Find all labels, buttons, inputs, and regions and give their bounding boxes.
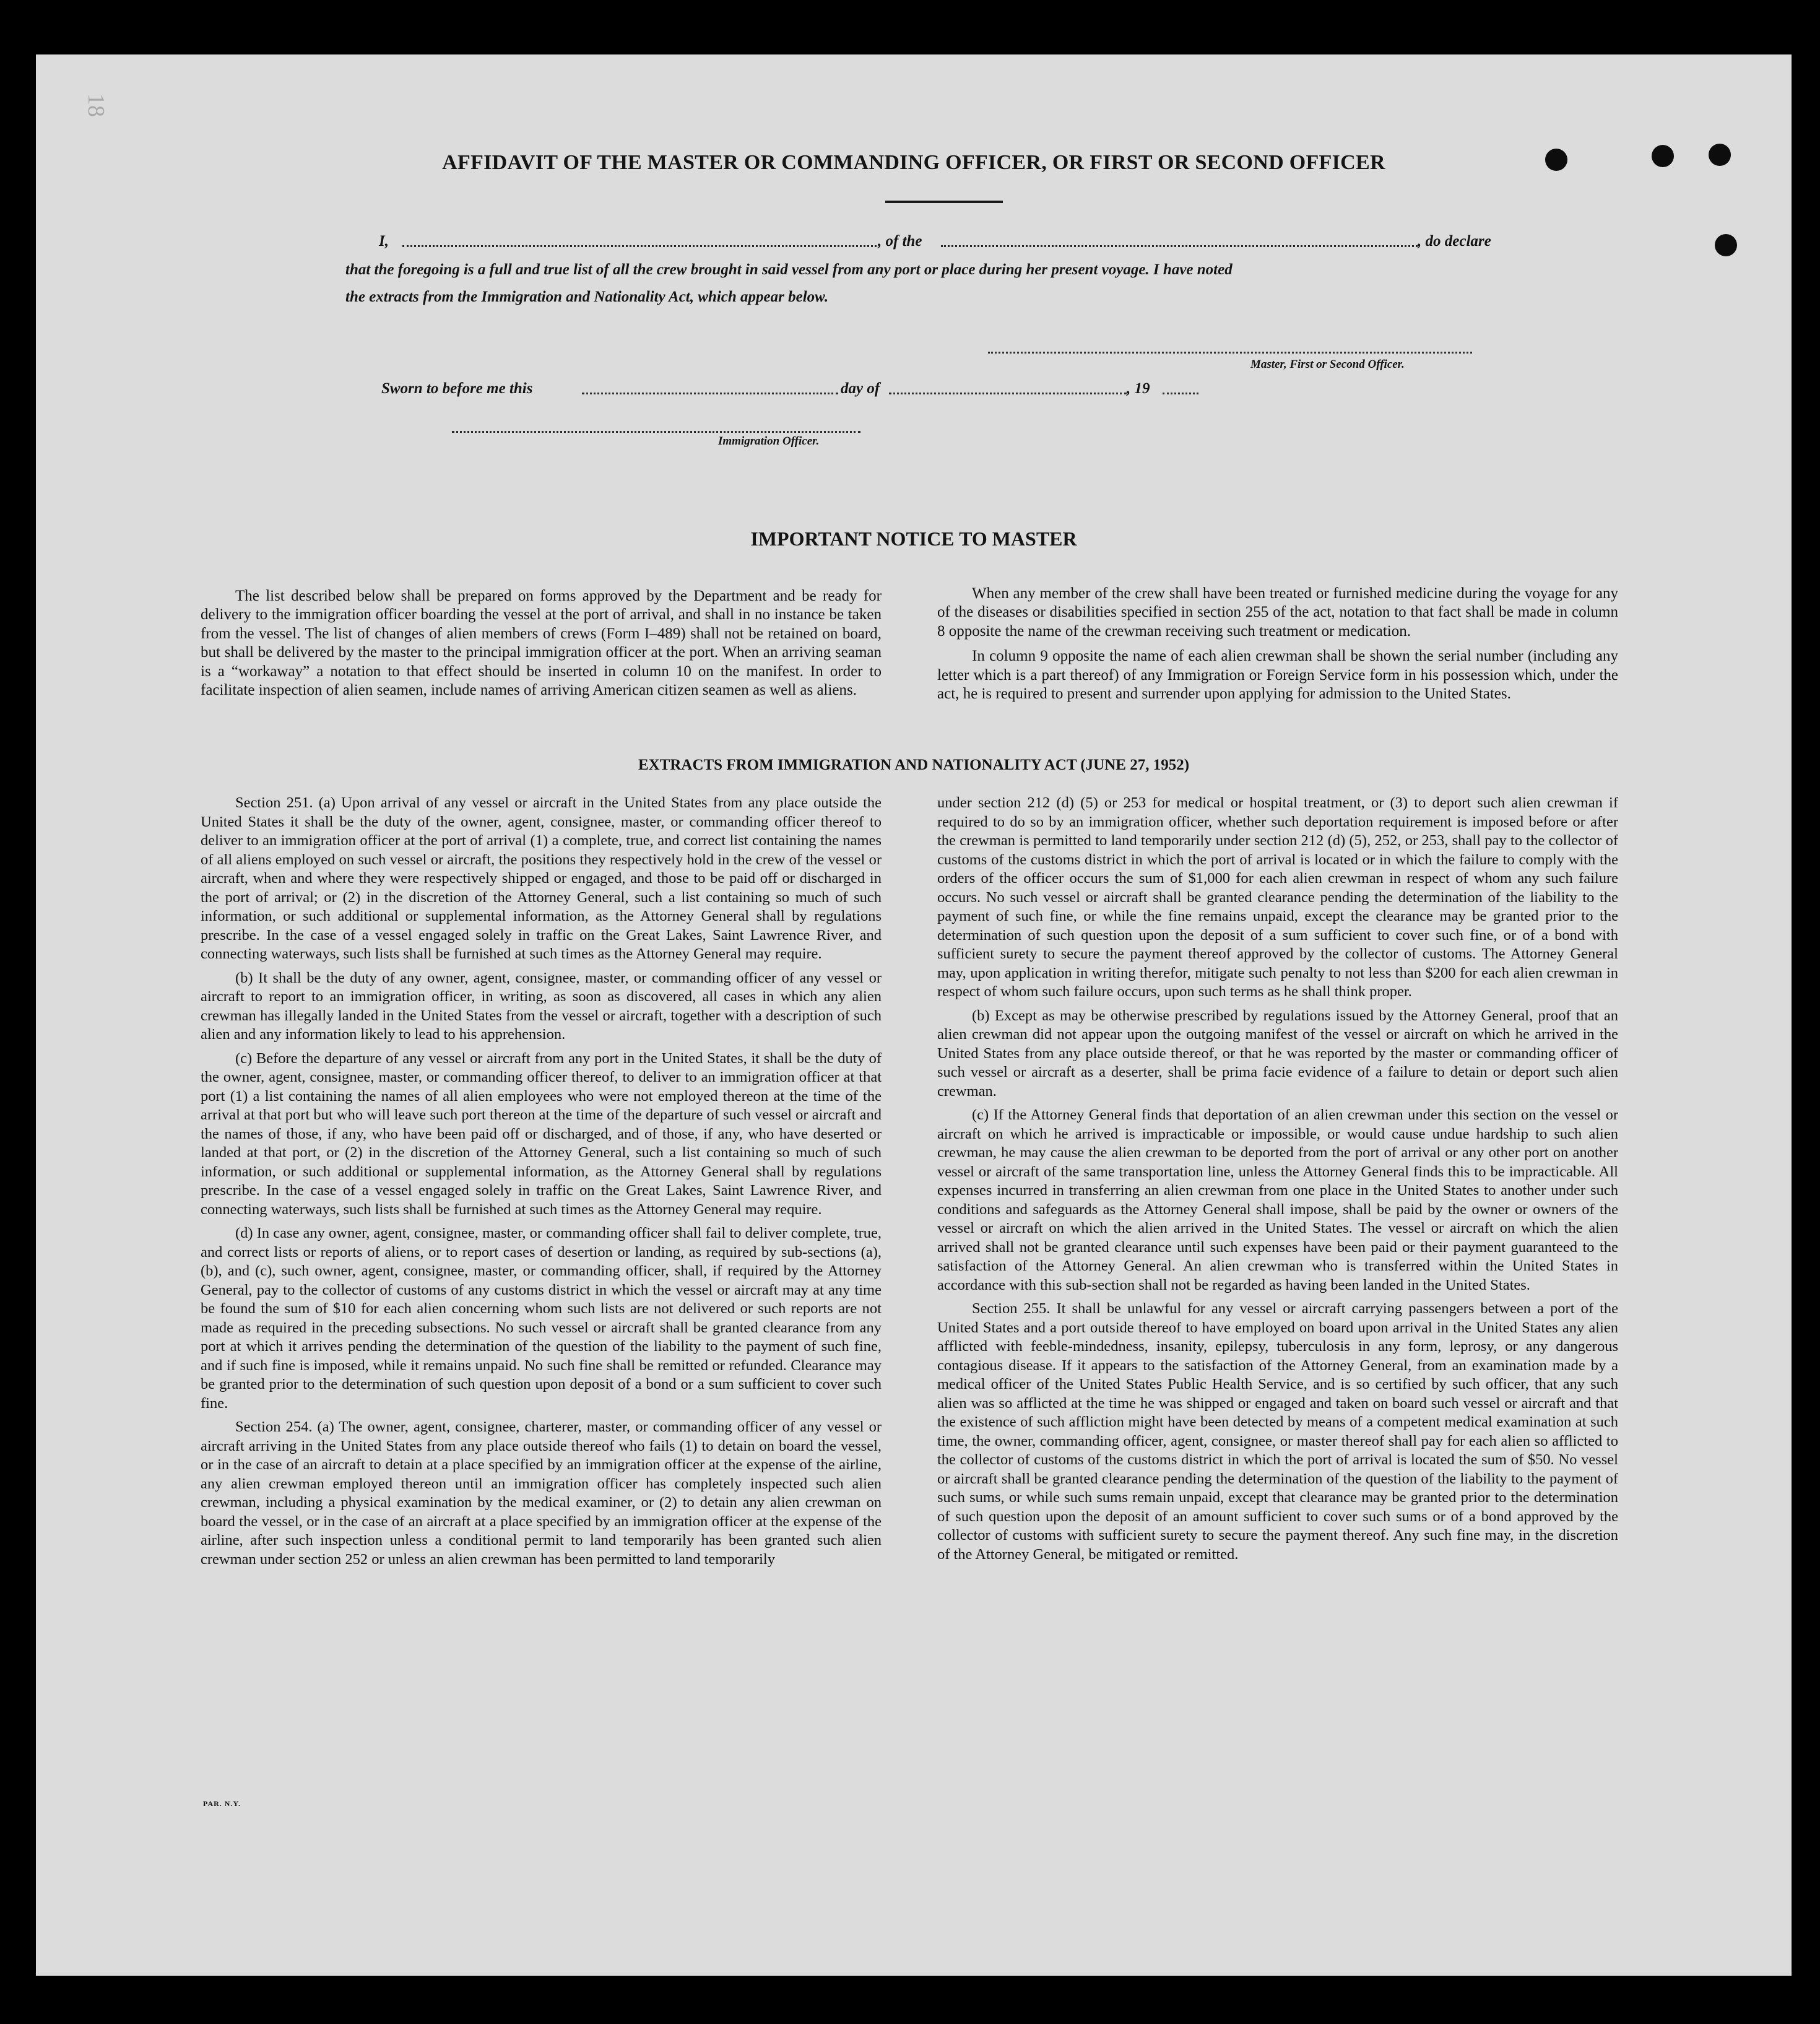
title-rule <box>885 201 1003 203</box>
declaration-line-2: that the foregoing is a full and true list of all the crew brought in said vessel from any port or place during her present voyage. I have noted <box>345 261 1233 278</box>
notice-right-column <box>937 584 1618 710</box>
section-251-b: (b) It shall be the duty of any owner, agent, consignee, master, or commanding officer of any vessel or aircraft to report to an immigration officer, in writing, as soon as discovered, all cases in which any alien crewman has illegally landed in the United States from the vessel or aircraft, together with a description of such alien and any information likely to lead to his apprehension. <box>201 969 882 1043</box>
officer-signature-caption: Immigration Officer. <box>718 435 820 448</box>
officer-signature-blank[interactable] <box>452 431 860 433</box>
document-page <box>36 54 1792 1976</box>
extracts-right-column <box>937 794 1618 1569</box>
section-254-a-continued: under section 212 (d) (5) or 253 for medical or hospital treatment, or (3) to deport such alien crewman if required to do so by an immigration officer, whether such deportation requirement is imposed before or after the crewman is permitted to land temporarily under section 212 (d) (5), 252, or 253, shall pay to the collector of customs of the customs district in which the port of arrival is located or in which the failure to comply with the orders of the officer occurs the sum of $1,000 for each alien crewman in respect of whom any such failure occurs. No such vessel or aircraft shall be granted clearance pending the determination of the liability to the payment of such fine, or while the fine remains unpaid, except the clearance may be granted prior to the determination of such question upon the deposit of a sum sufficient to cover such fine, or of a bond with sufficient surety to secure the payment thereof approved by the collector of customs. The Attorney General may, upon application in writing therefor, mitigate such penalty to not less than $200 for each alien crewman in respect of whom such failure occurs, upon such terms as he shall think proper. <box>937 794 1618 1000</box>
vessel-blank[interactable] <box>941 245 1418 247</box>
section-251-a: Section 251. (a) Upon arrival of any vessel or aircraft in the United States from any place outside the United States it shall be the duty of the owner, agent, consignee, master, or commanding officer thereof to deliver to an immigration officer at the port of arrival (1) a complete, true, and correct list containing the names of all aliens employed on such vessel or aircraft, the positions they respectively hold in the crew of the vessel or aircraft, when and where they were respectively shipped or engaged, and those to be paid off or discharged in the port of arrival; or (2) in the discretion of the Attorney General, such a list containing so much of such information, or such additional or supplemental information, as the Attorney General shall by regulations prescribe. In the case of a vessel engaged solely in traffic on the Great Lakes, Saint Lawrence River, and connecting waterways, such lists shall be furnished at such times as the Attorney General may require. <box>201 794 882 962</box>
master-signature-caption: Master, First or Second Officer. <box>1250 358 1405 371</box>
extracts-left-column <box>201 794 882 1574</box>
sworn-label: Sworn to before me this <box>381 380 533 397</box>
of-the-label: , of the <box>878 233 922 250</box>
section-254-a: Section 254. (a) The owner, agent, consignee, charterer, master, or commanding officer of any vessel or aircraft arriving in the United States from any place outside thereof who fails (1) to detain on board the vessel, or in the case of an aircraft to detain at a place specified by an immigration officer at the expense of the airline, any alien crewman employed thereon until an immigration officer has completely inspected such alien crewman, including a physical examination by the medical examiner, or (2) to detain any alien crewman on board the vessel, or in the case of an aircraft at a place specified by an immigration officer at the expense of the airline, after such inspection unless a conditional permit to land temporarily has been granted such alien crewman under section 252 or unless an alien crewman has been permitted to land temporarily <box>201 1418 882 1568</box>
section-251-c: (c) Before the departure of any vessel or aircraft from any port in the United States, it shall be the duty of the owner, agent, consignee, master, or commanding officer thereof, to deliver to an immigration officer at that port (1) a list containing the names of all alien employees who were not employed thereon at the time of the arrival at that port but who will leave such port thereon at the time of the departure of such vessel or aircraft and the names of those, if any, who have been paid off or discharged, and of those, if any, who have deserted or landed at that port, or (2) in the discretion of the Attorney General, such a list containing so much of such information, or such additional or supplemental information, as the Attorney General shall by regulations prescribe. In the case of a vessel engaged solely in traffic on the Great Lakes, Saint Lawrence River, and connecting waterways, such lists shall be furnished at such times as the Attorney General may require. <box>201 1049 882 1218</box>
declare-i-label: I, <box>379 233 389 250</box>
sworn-month-blank[interactable] <box>889 393 1127 394</box>
notice-right-paragraph-2: In column 9 opposite the name of each alien crewman shall be shown the serial number (including any letter which is a part thereof) of any Immigration or Foreign Service form in his possession which, under the act, he is required to present and surrender upon applying for admission to the United States. <box>937 648 1618 703</box>
faint-page-number: 18 <box>83 93 109 117</box>
day-of-label: day of <box>841 380 880 397</box>
punch-hole-4 <box>1715 234 1737 256</box>
notice-title: IMPORTANT NOTICE TO MASTER <box>750 528 1077 550</box>
declaration-line-3: the extracts from the Immigration and Nationality Act, which appear below. <box>345 289 829 305</box>
affidavit-title: AFFIDAVIT OF THE MASTER OR COMMANDING OFFICER, OR FIRST OR SECOND OFFICER <box>442 151 1385 174</box>
master-signature-blank[interactable] <box>988 352 1472 354</box>
sworn-year-blank[interactable] <box>1163 393 1198 394</box>
printer-mark: PAR. N.Y. <box>203 1799 241 1808</box>
extracts-title: EXTRACTS FROM IMMIGRATION AND NATIONALITY ACT (JUNE 27, 1952) <box>638 757 1190 773</box>
section-255: Section 255. It shall be unlawful for any vessel or aircraft carrying passengers between a port of the United States and a port outside thereof to have employed on board upon arrival in the United States any alien afflicted with feeble-mindedness, insanity, epilepsy, tuberculosis in any form, leprosy, or any dangerous contagious disease. If it appears to the satisfaction of the Attorney General, from an examination made by a medical officer of the United States Public Health Service, and is so certified by such officer, that any such alien was so afflicted at the time he was shipped or engaged and taken on board such vessel or aircraft and that the existence of such affliction might have been detected by means of a competent medical examination at such time, the owner, commanding officer, agent, consignee, or master thereof shall pay for each alien so afflicted to the collector of customs of the customs district in which the port of arrival is located the sum of $50. No vessel or aircraft shall be granted clearance pending the determination of the question of the liability to the payment of such sums, or while such sums remain unpaid, except that clearance may be granted prior to the determination of such question upon the deposit of an amount sufficient to cover such sums or of a bond approved by the collector of customs with sufficient surety to secure the payment thereof. Any such fine may, in the discretion of the Attorney General, be mitigated or remitted. <box>937 1300 1618 1563</box>
section-254-b: (b) Except as may be otherwise prescribed by regulations issued by the Attorney General, proof that an alien crewman did not appear upon the outgoing manifest of the vessel or aircraft on which he arrived in the United States from any place outside thereof, or that he was reported by the master or commanding officer of such vessel or aircraft as a deserter, shall be prima facie evidence of a failure to detain or deport such alien crewman. <box>937 1007 1618 1100</box>
notice-left-paragraph: The list described below shall be prepared on forms approved by the Department and be ready for delivery to the immigration officer boarding the vessel at the port of arrival, and shall in no instance be taken from the vessel. The list of changes of alien members of crews (Form I–489) shall not be retained on board, but shall be delivered by the master to the principal immigration officer at the port. When an arriving seaman is a “workaway” a notation to that effect should be inserted in column 10 on the manifest. In order to facilitate inspection of alien seamen, include names of arriving American citizen seamen as well as aliens. <box>201 588 882 699</box>
year-label: , 19 <box>1127 380 1150 397</box>
section-254-c: (c) If the Attorney General finds that deportation of an alien crewman under this section on the vessel or aircraft on which he arrived is impracticable or impossible, or would cause undue hardship to such alien crewman, he may cause the alien crewman to be deported from the port of arrival or any other port on another vessel or aircraft of the same transportation line, unless the Attorney General finds this to be impracticable. All expenses incurred in transferring an alien crewman from one place in the United States to another under such conditions and safeguards as the Attorney General shall impose, shall be paid by the owner or owners of the vessel or aircraft on which the alien arrived in the United States. The vessel or aircraft on which the alien arrived shall not be granted clearance until such expenses have been paid or their payment guaranteed to the satisfaction of the Attorney General. An alien crewman who is transferred within the United States in accordance with this sub-section shall not be regarded as having been landed in the United States. <box>937 1106 1618 1293</box>
sworn-day-blank[interactable] <box>582 393 838 394</box>
notice-right-paragraph-1: When any member of the crew shall have been treated or furnished medicine during the voyage for any of the diseases or disabilities specified in section 255 of the act, notation to that fact shall be made in column 8 opposite the name of the crewman receiving such treatment or medication. <box>937 585 1618 640</box>
name-blank[interactable] <box>402 245 877 247</box>
notice-left-column <box>201 587 882 706</box>
do-declare-label: , do declare <box>1418 233 1491 250</box>
section-251-d: (d) In case any owner, agent, consignee, master, or commanding officer shall fail to deliver complete, true, and correct lists or reports of aliens, or to report cases of desertion or landing, as required by sub-sections (a), (b), and (c), such owner, agent, consignee, master, or commanding officer, shall, if required by the Attorney General, pay to the collector of customs of any customs district in which the vessel or aircraft may at any time be found the sum of $10 for each alien concerning whom such lists are not delivered or such reports are not made as required in the preceding subsections. No such vessel or aircraft shall be granted clearance from any port at which it arrives pending the determination of the question of the liability to the payment of such fine, and if such fine is imposed, while it remains unpaid. No such fine shall be remitted or refunded. Clearance may be granted prior to the determination of such question upon deposit of a bond or a sum sufficient to cover such fine. <box>201 1225 882 1412</box>
